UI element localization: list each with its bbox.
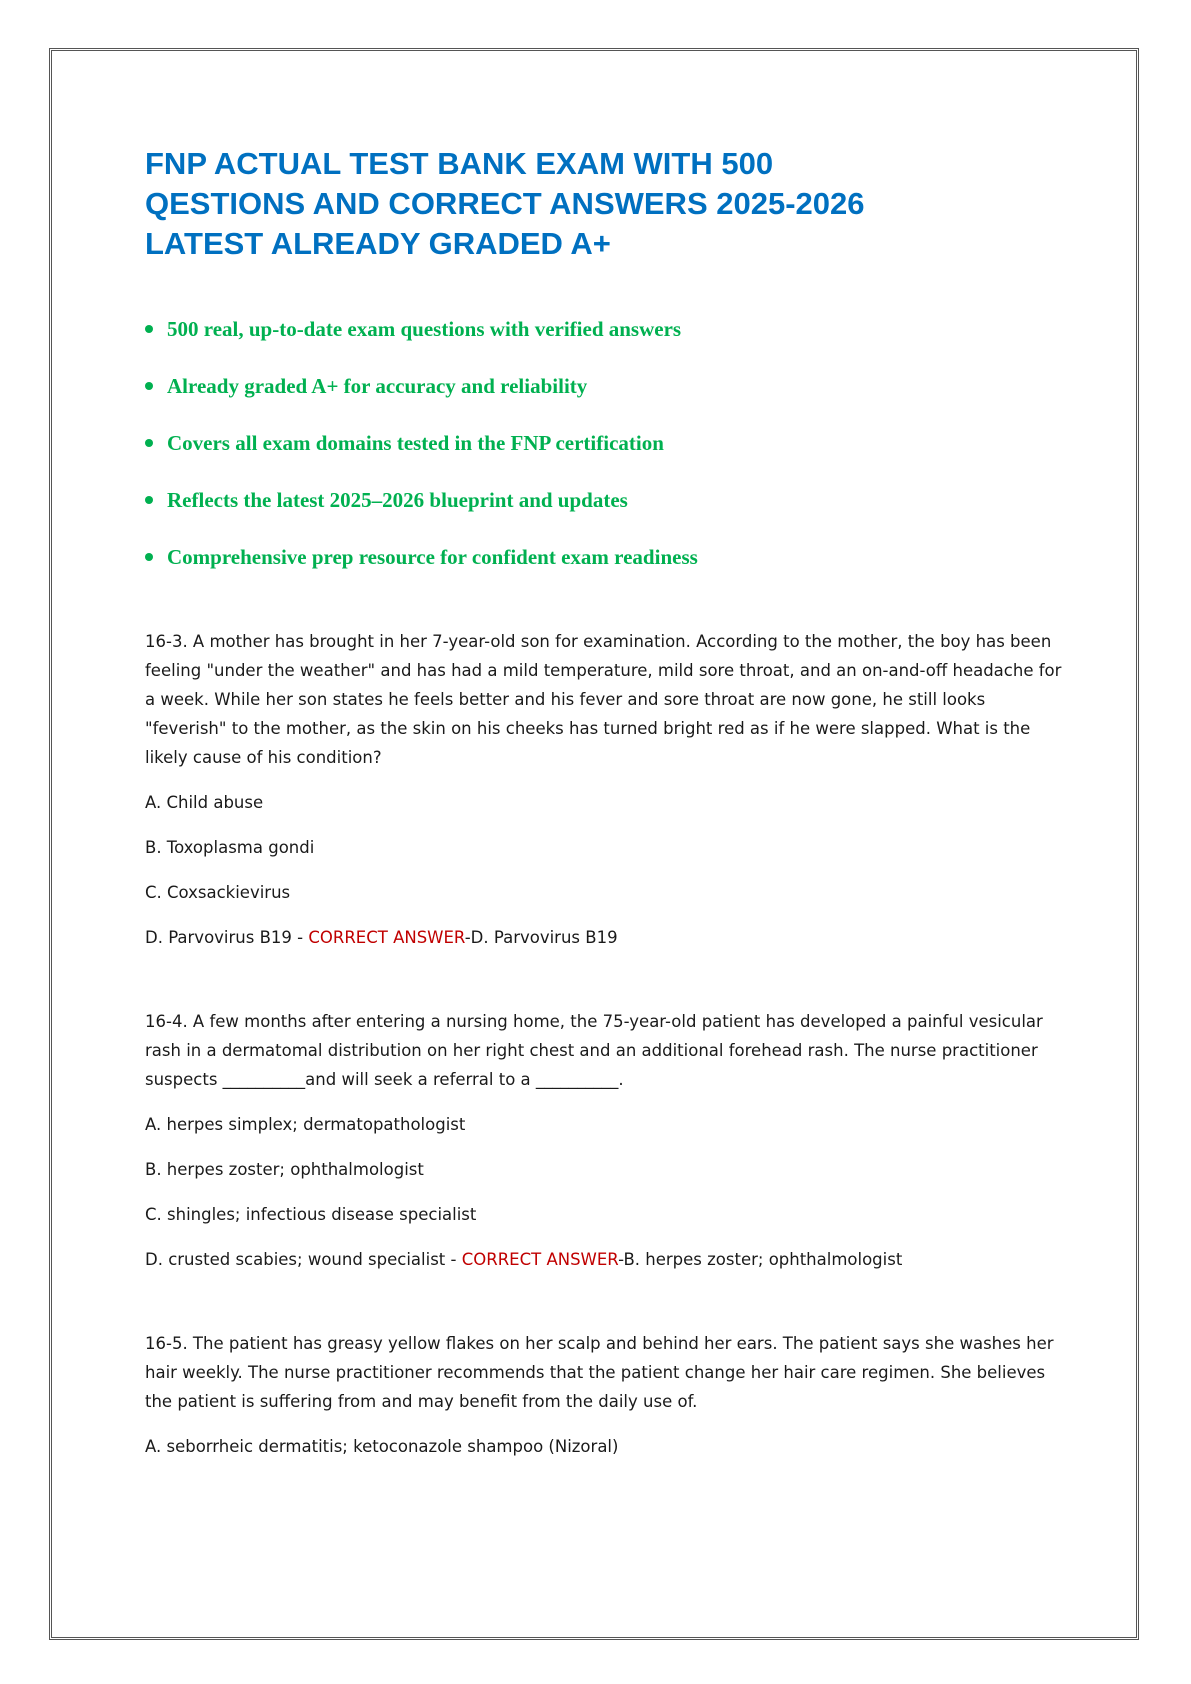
answer-option-with-key (145, 923, 1065, 952)
question-stem: 16-5. The patient has greasy yellow flakes on her scalp and behind her ears. The patient says she washes her hair weekly. The nurse practitioner recommends that the patient change her hair care regimen. She believes the patient is suffering from and may benefit from the daily use of. (145, 1334, 1054, 1411)
answer-option-text: D. crusted scabies; wound specialist - (145, 1250, 462, 1269)
question-16-5 (145, 1329, 1065, 1461)
feature-bullet (145, 316, 1065, 342)
bullet-dot-icon (145, 553, 153, 561)
question-stem: 16-3. A mother has brought in her 7-year-old son for examination. According to the mother, the boy has been feeling "under the weather" and has had a mild temperature, mild sore throat, and an on-and-off headache for a week. While her son states he feels better and his fever and sore throat are now gone, he still looks "feverish" to the mother, as the skin on his cheeks has turned bright red as if he were slapped. What is the likely cause of his condition? (145, 632, 1062, 767)
bullet-dot-icon (145, 325, 153, 333)
feature-bullet (145, 487, 1065, 513)
answer-option: A. Child abuse (145, 793, 264, 812)
title-line: LATEST ALREADY GRADED A+ (145, 226, 611, 261)
bullet-dot-icon (145, 382, 153, 390)
document-title (145, 144, 1065, 264)
feature-bullet (145, 430, 1065, 456)
bullet-dot-icon (145, 439, 153, 447)
answer-option: B. Toxoplasma gondi (145, 838, 315, 857)
title-line: FNP ACTUAL TEST BANK EXAM WITH 500 (145, 146, 774, 181)
feature-bullet-text: 500 real, up-to-date exam questions with verified answers (167, 317, 682, 341)
document-content (145, 144, 1065, 1516)
feature-bullet-list (145, 316, 1065, 570)
bullet-dot-icon (145, 496, 153, 504)
feature-bullet (145, 373, 1065, 399)
answer-option: C. shingles; infectious disease specialist (145, 1205, 477, 1224)
answer-option: A. seborrheic dermatitis; ketoconazole shampoo (Nizoral) (145, 1437, 619, 1456)
question-list (145, 627, 1065, 1461)
correct-answer-label: CORRECT ANSWER (308, 928, 465, 947)
answer-option: A. herpes simplex; dermatopathologist (145, 1115, 466, 1134)
question-16-4 (145, 1007, 1065, 1274)
correct-answer-text: -D. Parvovirus B19 (464, 928, 618, 947)
question-stem: 16-4. A few months after entering a nursing home, the 75-year-old patient has developed a painful vesicular rash in a dermatomal distribution on her right chest and an additional forehead rash. The nurse practitioner suspects __________and will seek a referral to a __________. (145, 1012, 1043, 1089)
feature-bullet-text: Comprehensive prep resource for confident exam readiness (167, 545, 698, 569)
answer-option-text: D. Parvovirus B19 - (145, 928, 309, 947)
question-16-3 (145, 627, 1065, 952)
answer-option-with-key (145, 1245, 1065, 1274)
feature-bullet-text: Reflects the latest 2025–2026 blueprint and updates (167, 488, 628, 512)
feature-bullet (145, 544, 1065, 570)
answer-option: B. herpes zoster; ophthalmologist (145, 1160, 424, 1179)
correct-answer-label: CORRECT ANSWER (461, 1250, 619, 1269)
answer-option: C. Coxsackievirus (145, 883, 291, 902)
title-line: QESTIONS AND CORRECT ANSWERS 2025-2026 (145, 186, 865, 221)
correct-answer-text: -B. herpes zoster; ophthalmologist (618, 1250, 903, 1269)
feature-bullet-text: Already graded A+ for accuracy and reliability (167, 374, 588, 398)
feature-bullet-text: Covers all exam domains tested in the FNP certification (167, 431, 664, 455)
